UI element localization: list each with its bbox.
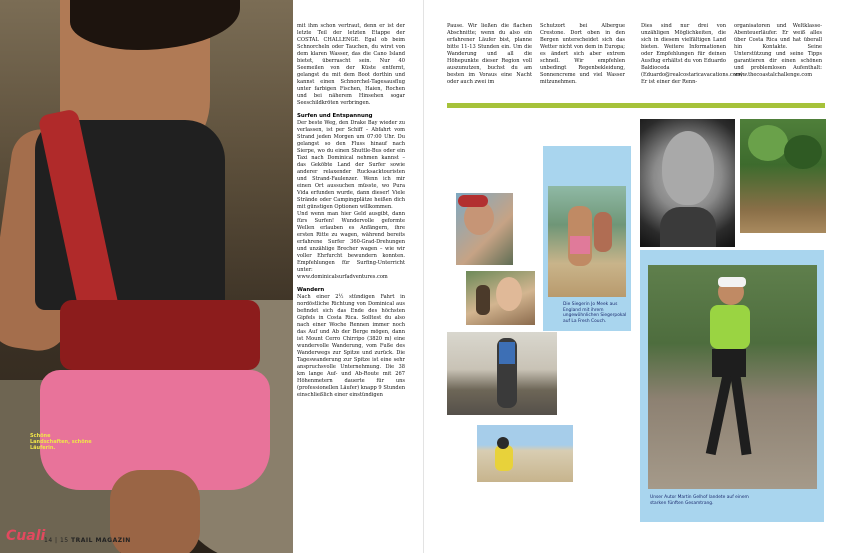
paragraph: Schutzort bei Albergue Crestone. Dort oben in den Bergen unterscheidet sich das Wetter nicht von dem in Europa; es ändert sich aber extrem schnell. Wir empfehlen unbedingt Regenbekleidung, Sonnencreme und viel Wasser mitzunehmen. — [540, 23, 625, 85]
photo-runner-beach — [447, 332, 557, 415]
text-column-5 — [734, 23, 822, 79]
text-column-3 — [540, 23, 625, 86]
hero-photo-trail-runner — [0, 0, 293, 553]
paragraph: mit ihm schon vertraut, denn er ist der letzte Teil der letzten Etappe der COSTAL CHALLENGE. Egal ob beim Schnorcheln oder Tauchen, du wirst von dem klaren Wasser, das die Cano Island bietet, überrascht sein. Nur 40 Seemeilen von der Küste entfernt, gelangst du mit dem Boot dorthin und kannst einen Schnorchel-Tagesausflug unter farbigen Fischen, Haien, Rochen und bei näherem Hinsehen sogar Seeschildkröten verbringen. — [297, 23, 405, 106]
photo-resting-runner — [477, 425, 573, 482]
paragraph: Dies sind nur drei von unzähligen Möglichkeiten, die sich in diesem vielfältigen Land bieten. Weitere Informationen oder Empfehlungen für deinen Ausflug erhältst du von Eduardo Baldioceda (Eduardo@realcostaricavacations.com). Er ist einer der Renn- — [641, 23, 745, 85]
section-heading-wandern: Wandern — [297, 287, 325, 293]
photo-jungle-trail — [740, 119, 826, 233]
text-column-2 — [447, 23, 532, 86]
runner-hair — [70, 0, 240, 50]
photo-winner-trophy — [466, 271, 535, 325]
page-folio — [44, 537, 131, 544]
photo-beach-couple — [548, 186, 626, 297]
page-gutter — [423, 0, 424, 553]
paragraph: organisatoren und Weltklasse-Abenteuerläufer. Er weiß alles über Costa Rica und hat überall hin Kontakte. Seine Unterstützung und seine Tipps garantieren dir einen schönen und problemlosen Aufenthalt: www.thecoastalchallenge.com — [734, 23, 822, 78]
section-heading-surfen: Surfen und Entspannung — [297, 113, 373, 119]
photo-caption-author: Unser Autor Martin Gelhof landete auf einem starken fünften Gesamtrang. — [650, 495, 749, 506]
photo-caption-couple: Die Siegerin Jo Meek aus England mit ihrem ungewöhnlichen Siegerpokal auf La Fresh Couch. — [563, 302, 627, 324]
text-column-4 — [641, 23, 745, 86]
text-column-1 — [297, 23, 405, 399]
accent-rule — [447, 103, 825, 108]
paragraph: Pause. Wir ließen die flachen Abschnitte; wenn du also ein erfahrener Läufer bist, planne bitte 11-13 Stunden ein. Um die Wanderung und all die Höhepunkte dieser Region voll auszunutzen, buchst du am besten im Voraus eine Nacht oder auch zwei im — [447, 23, 532, 85]
photo-portrait-man — [640, 119, 735, 247]
hip-belt — [60, 300, 260, 370]
magazine-name: TRAIL MAGAZIN — [71, 537, 131, 544]
paragraph: Der beste Weg, den Drake Bay wieder zu verlassen, ist per Schiff – Abfahrt vom Strand jeden Morgen um 07:00 Uhr. Du gelangst so den Fluss hinauf nach Sierpe, wo du einen Shuttle-Bus oder ein Taxi nach Dominical nehmen kannst – das Geköbte Land der Surfer sowie anderer relaxender Rucksacktouristen und Strand-Faulenzer. Wenn ich mir einen Ort aussuchen müsste, wo Pura Vida erfunden wurde, dann dieser! Viele Strände oder Campingplätze heißen dich mit günstigen Optionen willkommen. — [297, 120, 405, 210]
photo-runner-closeup — [456, 193, 513, 265]
paragraph: Nach einer 2½ stündigen Fahrt in nordöstliche Richtung von Dominical aus befindet sich das Ende des höchsten Gipfels in Costa Rica. Solltest du also nach einer Woche Rennen immer noch das Auf und Ab der Berge mögen, dann ist Mount Cerro Chirripo (3820 m) eine wundervolle Wanderung, vom Fuße des Wanderwegs zur Spitze und zurück. Die Tageswanderung zur Spitze ist eine sehr anspruchsvolle Unternehmung. Die 38 km lange Auf- und Ab-Route mit 267 Höhenmetern dauerte für uns (professionellen Läufer) knapp 9 Stunden einschließlich einer einstündigen — [297, 294, 405, 398]
page-numbers: 14 | 15 — [44, 537, 69, 544]
brand-logo: Cuali — [6, 528, 46, 544]
photo-author-running — [648, 265, 817, 489]
hero-caption: Schöne Landschaften, schöne Läuferin. — [30, 433, 92, 451]
paragraph: Und wenn man hier Geld ausgibt, dann fürs Surfen! Wundervolle geformte Wellen erlauben es Anfängern, ihre ersten Ritte zu wagen, während bereits erfahrene Surfer 360-Grad-Drehungen und unzählige Brecher wagen – wie wir voller Ehrfurcht bewundern konnten. Empfehlungen für Surfing-Unterricht unter: www.dominicalsurfadventures.com — [297, 211, 405, 280]
